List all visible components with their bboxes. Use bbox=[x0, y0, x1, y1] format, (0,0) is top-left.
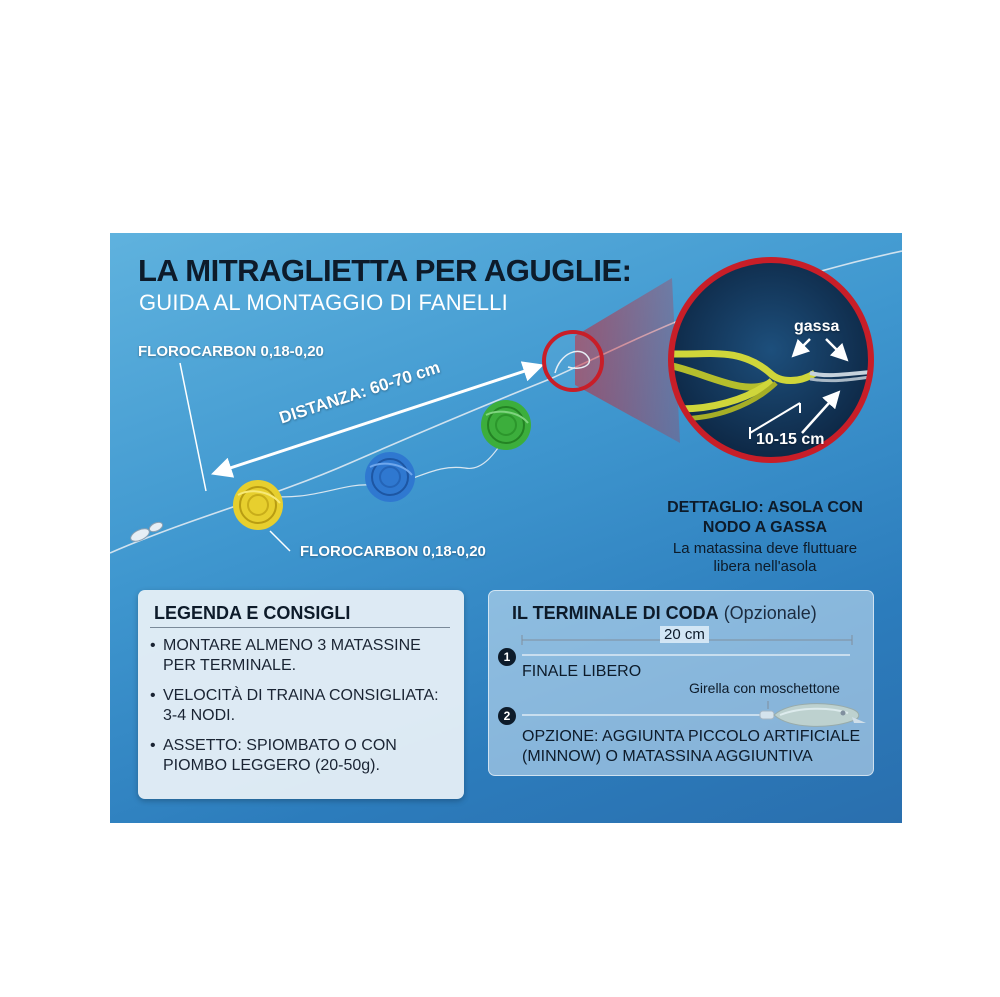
page-title: LA MITRAGLIETTA PER AGUGLIE: bbox=[138, 253, 632, 288]
legend-item bbox=[150, 736, 455, 776]
legend-item-line: • ASSETTO: SPIOMBATO O CON bbox=[163, 737, 397, 754]
skein-yellow bbox=[233, 480, 283, 530]
option-2-text bbox=[522, 727, 860, 767]
legend-item-line: 3-4 NODI. bbox=[163, 707, 236, 724]
detail-title bbox=[650, 498, 880, 538]
detail-text-line2: libera nell'asola bbox=[713, 558, 817, 575]
detail-lens bbox=[655, 260, 885, 460]
legend-item-line: PER TERMINALE. bbox=[163, 657, 297, 674]
tail-length-label: 20 cm bbox=[660, 626, 709, 643]
knot-label: gassa bbox=[794, 318, 840, 335]
distance-label: DISTANZA: 60-70 cm bbox=[276, 357, 443, 428]
infographic-card bbox=[110, 233, 902, 823]
legend-title: LEGENDA E CONSIGLI bbox=[154, 603, 351, 623]
legend-divider bbox=[150, 627, 450, 628]
leader-label-bottom: FLOROCARBON 0,18-0,20 bbox=[300, 543, 486, 560]
page-subtitle: GUIDA AL MONTAGGIO DI FANELLI bbox=[139, 290, 508, 315]
leader-label-top: FLOROCARBON 0,18-0,20 bbox=[138, 343, 324, 360]
legend-item-line: • VELOCITÀ DI TRAINA CONSIGLIATA: bbox=[163, 687, 439, 704]
detail-text bbox=[650, 540, 880, 576]
detail-text-line1: La matassina deve fluttuare bbox=[672, 540, 858, 557]
tail-title-main: IL TERMINALE DI CODA bbox=[512, 603, 719, 623]
option-2-number: 2 bbox=[498, 707, 516, 725]
loop-length-label: 10-15 cm bbox=[756, 431, 825, 448]
option-1-label: FINALE LIBERO bbox=[522, 663, 642, 680]
tail-title-note: (Opzionale) bbox=[723, 603, 817, 623]
option-2-line2: (MINNOW) O MATASSINA AGGIUNTIVA bbox=[522, 748, 813, 765]
detail-title-line1: DETTAGLIO: ASOLA CON bbox=[667, 499, 863, 516]
legend-item-line: • MONTARE ALMENO 3 MATASSINE bbox=[163, 637, 421, 654]
leader-pointer-top bbox=[180, 363, 206, 491]
zoom-circle bbox=[544, 332, 602, 390]
tail-title bbox=[512, 603, 817, 624]
option-2-line1: OPZIONE: AGGIUNTA PICCOLO ARTIFICIALE bbox=[522, 728, 861, 745]
skein-green bbox=[481, 400, 531, 450]
leader-pointer-bottom bbox=[270, 531, 290, 551]
swivel-left bbox=[129, 520, 164, 543]
skein-blue bbox=[365, 452, 415, 502]
swivel-label: Girella con moschettone bbox=[689, 680, 840, 696]
legend-panel bbox=[138, 590, 464, 799]
legend-item bbox=[150, 686, 455, 726]
detail-title-line2: NODO A GASSA bbox=[702, 519, 828, 536]
legend-item-line: PIOMBO LEGGERO (20-50g). bbox=[163, 757, 380, 774]
option-1-number: 1 bbox=[498, 648, 516, 666]
legend-item bbox=[150, 636, 455, 676]
legend-list bbox=[150, 636, 455, 786]
